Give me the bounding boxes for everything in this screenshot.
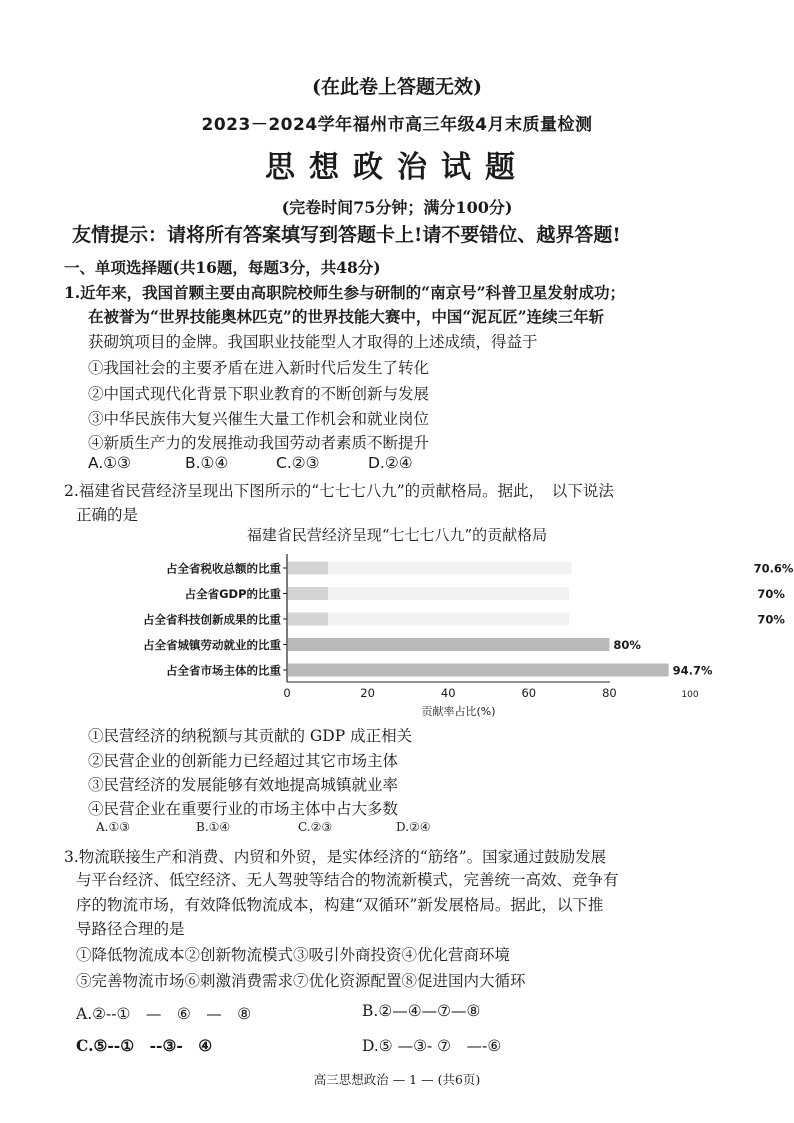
bar (288, 587, 569, 600)
q3-items: ①降低物流成本②创新物流模式③吸引外商投资④优化营商环境 (76, 946, 511, 964)
x-tick-label: 100 (681, 690, 699, 700)
data-label: 80% (613, 638, 641, 652)
q2-item: ①民营经济的纳税额与其贡献的 GDP 成正相关 (88, 727, 413, 745)
bar (288, 638, 609, 651)
x-tick-label: 20 (360, 686, 375, 700)
q3-stem-line: 与平台经济、低空经济、无人驾驶等结合的物流新模式，完善统一高效、竞争有 (76, 871, 619, 889)
q2-item: ④民营企业在重要行业的市场主体中占大多数 (88, 800, 399, 818)
q3-option-c: C.⑤--① --③- ④ (76, 1036, 213, 1055)
x-tick-label: 0 (283, 686, 291, 700)
bar (288, 613, 569, 626)
q2-option-c: C.②③ (298, 820, 333, 834)
invalid-answer-notice: (在此卷上答题无效) (312, 76, 482, 98)
category-label: 占全省GDP的比重 (184, 587, 281, 601)
q3-option-a: A.②--① — ⑥ — ⑧ (76, 1005, 252, 1023)
q1-item: ①我国社会的主要矛盾在进入新时代后发生了转化 (88, 359, 430, 377)
exam-title: 2023－2024学年福州市高三年级4月末质量检测 (201, 115, 593, 135)
q2-stem-line: 2.福建省民营经济呈现出下图所示的“七七七八九”的贡献格局。据此， 以下说法 (64, 482, 614, 500)
q2-option-a: A.①③ (96, 820, 130, 834)
bar (288, 562, 572, 575)
bar (288, 664, 669, 677)
category-label: 占全省市场主体的比重 (166, 663, 281, 678)
q2-stem-line: 正确的是 (76, 506, 139, 524)
q1-option-d: D.②④ (368, 454, 413, 472)
data-label: 70.6% (753, 561, 794, 576)
x-tick-label: 80 (602, 686, 617, 700)
page-footer: 高三思想政治 — 1 — (共6页) (313, 1072, 481, 1087)
q1-stem-line: 在被誉为“世界技能奥林匹克”的世界技能大赛中，中国“泥瓦匠”连续三年斩 (88, 307, 605, 326)
q3-stem-line: 序的物流市场，有效降低物流成本，构建“双循环”新发展格局。据此，以下推 (76, 896, 604, 914)
category-label: 占全省科技创新成果的比重 (143, 612, 281, 627)
q1-item: ④新质生产力的发展推动我国劳动者素质不断提升 (88, 434, 430, 452)
q3-stem-line: 3.物流联接生产和消费、内贸和外贸，是实体经济的“筋络”。国家通过鼓励发展 (64, 848, 607, 866)
q3-stem-line: 导路径合理的是 (76, 920, 185, 938)
chart-title: 福建省民营经济呈现“七七七八九”的贡献格局 (246, 526, 548, 544)
bar-stub (288, 562, 328, 575)
category-label: 占全省税收总额的比重 (166, 561, 281, 576)
q2-option-b: B.①④ (196, 820, 231, 834)
contribution-bar-chart (0, 522, 794, 722)
q3-option-d: D.⑤ —③- ⑦ —-⑥ (362, 1037, 502, 1055)
exam-time-info: (完卷时间75分钟；满分100分) (281, 198, 513, 217)
subject-title: 思想政治试题 (265, 150, 529, 185)
q1-item: ③中华民族伟大复兴催生大量工作机会和就业岗位 (88, 410, 430, 428)
data-label: 70% (757, 587, 785, 601)
friendly-tip: 友情提示：请将所有答案填写到答题卡上!请不要错位、越界答题! (72, 224, 621, 246)
q1-item: ②中国式现代化背景下职业教育的不断创新与发展 (88, 385, 430, 403)
q1-option-b: B.①④ (185, 454, 229, 472)
section-heading: 一、单项选择题(共16题，每题3分，共48分) (64, 258, 381, 277)
q2-item: ②民营企业的创新能力已经超过其它市场主体 (88, 752, 399, 770)
bar-stub (288, 613, 328, 626)
data-label: 94.7% (672, 663, 713, 678)
x-tick-label: 60 (521, 686, 537, 700)
data-label: 70% (757, 612, 785, 627)
category-label: 占全省城镇劳动就业的比重 (143, 638, 281, 652)
q3-items: ⑤完善物流市场⑥刺激消费需求⑦优化资源配置⑧促进国内大循环 (76, 972, 526, 990)
q3-option-b: B.②—④—⑦—⑧ (362, 1002, 481, 1020)
contribution-chart (0, 522, 794, 722)
q1-option-a: A.①③ (88, 454, 132, 472)
x-tick-label: 40 (440, 686, 456, 700)
q1-stem-line: 1.近年来，我国首颗主要由高职院校师生参与研制的“南京号”科普卫星发射成功； (64, 283, 626, 302)
q1-option-c: C.②③ (276, 454, 320, 472)
q2-option-d: D.②④ (396, 820, 431, 834)
x-axis-label: 贡献率占比(%) (421, 705, 496, 718)
q2-item: ③民营经济的发展能够有效地提高城镇就业率 (88, 776, 399, 794)
bar-stub (288, 587, 328, 600)
q1-stem-line: 获砌筑项目的金牌。我国职业技能型人才取得的上述成绩，得益于 (88, 333, 538, 351)
